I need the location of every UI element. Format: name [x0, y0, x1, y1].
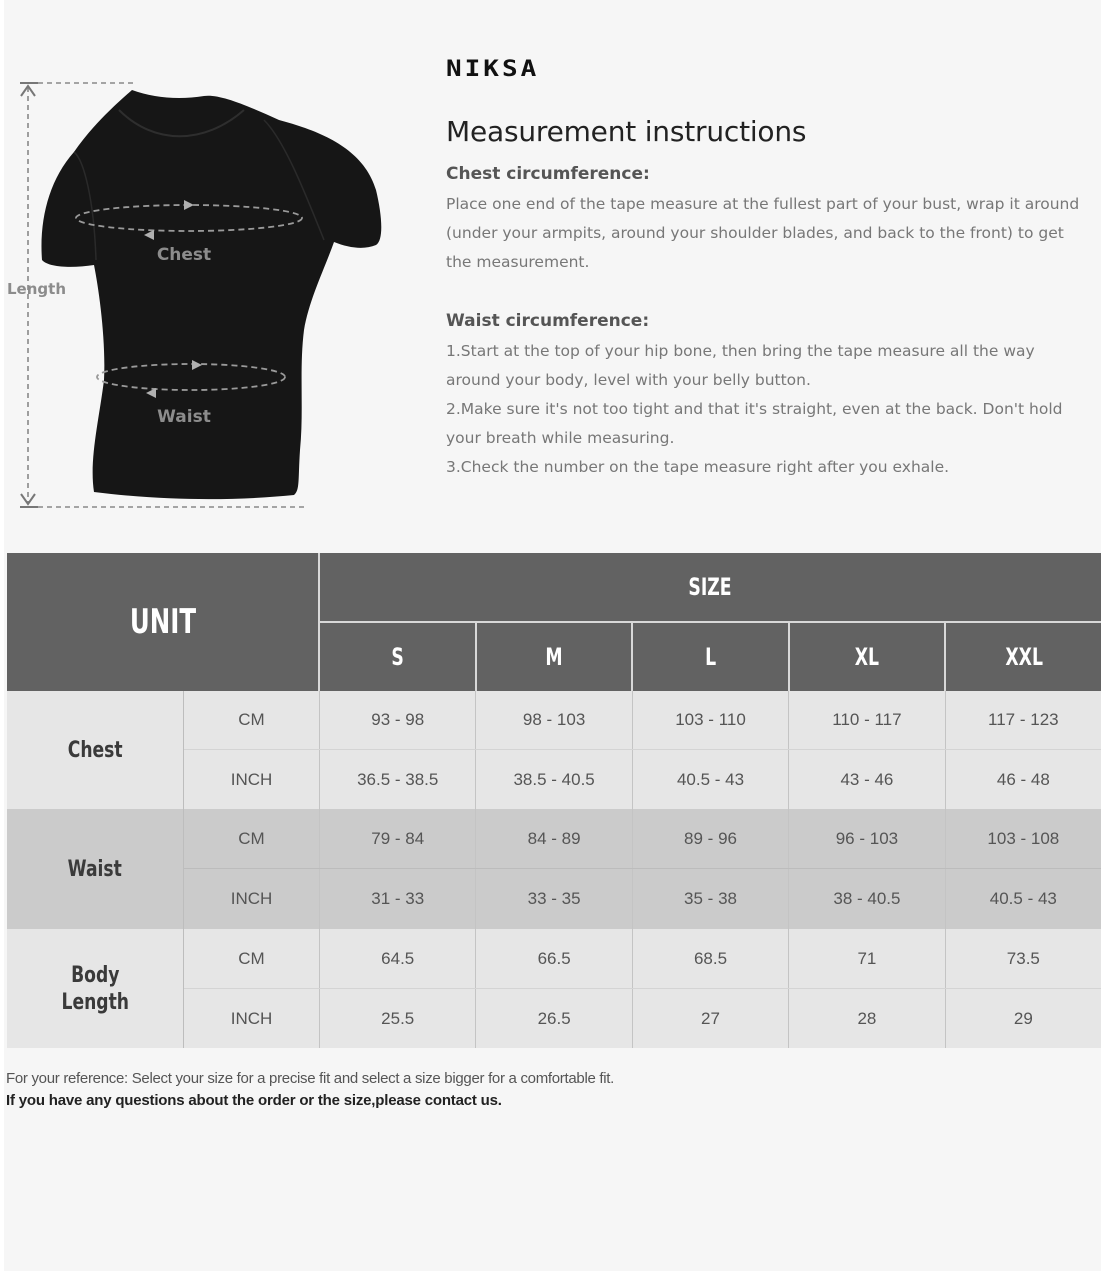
value-cell: 98 - 103 — [476, 691, 632, 749]
value-cell: 35 - 38 — [633, 869, 789, 929]
reference-note: For your reference: Select your size for a precise fit and select a size bigger for a comfortable fit. — [6, 1070, 615, 1087]
brand-logo: NIKSA — [446, 56, 540, 82]
chest-text: Place one end of the tape measure at the fullest part of your bust, wrap it around (under your armpits, around your shoulder blades, and back to the front) to get the measurement. — [446, 195, 1080, 271]
group-label-waist: Waist — [7, 809, 184, 929]
size-chart-table — [7, 553, 1101, 1048]
table-row — [184, 929, 1101, 989]
value-cell: 25.5 — [320, 989, 476, 1048]
waist-step-1: 1.Start at the top of your hip bone, then bring the tape measure all the way around your body, level with your belly button. — [446, 342, 1035, 389]
value-cell: 33 - 35 — [476, 869, 632, 929]
body-length-group — [7, 929, 1101, 1048]
contact-note: If you have any questions about the order or the size,please contact us. — [6, 1092, 502, 1109]
chest-group — [7, 691, 1101, 809]
value-cell: 43 - 46 — [789, 750, 945, 809]
value-cell: 26.5 — [476, 989, 632, 1048]
value-cell: 103 - 108 — [987, 828, 1060, 848]
waist-instructions — [446, 311, 1086, 482]
waist-step-2: 2.Make sure it's not too tight and that it's straight, even at the back. Don't hold your breath while measuring. — [446, 400, 1063, 447]
size-header: SIZE — [320, 553, 1101, 623]
value-cell: 110 - 117 — [789, 691, 945, 749]
size-columns — [320, 623, 1101, 691]
waist-heading: Waist circumference: — [446, 311, 650, 331]
table-row — [184, 691, 1101, 750]
unit-cell: INCH — [184, 869, 320, 929]
table-row — [184, 869, 1101, 929]
group-label-chest: Chest — [7, 691, 184, 809]
unit-cell: INCH — [184, 989, 320, 1048]
value-cell: 64.5 — [320, 929, 476, 988]
value-cell: 93 - 98 — [320, 691, 476, 749]
value-cell: 103 - 110 — [633, 691, 789, 749]
size-header-block — [320, 553, 1101, 691]
group-label-body-length: Body Length — [7, 929, 184, 1048]
waist-group — [7, 809, 1101, 929]
waist-step-3: 3.Check the number on the tape measure right after you exhale. — [446, 458, 950, 476]
footnotes — [6, 1070, 614, 1109]
value-cell: 96 - 103 — [789, 809, 945, 868]
value-cell: 89 - 96 — [633, 809, 789, 868]
unit-cell: CM — [184, 809, 320, 868]
unit-cell: INCH — [184, 750, 320, 809]
measurement-instructions — [446, 115, 1086, 482]
value-cell: 66.5 — [476, 929, 632, 988]
shirt-measurement-illustration — [4, 70, 404, 520]
length-label: Length — [7, 280, 66, 298]
value-cell: 28 — [789, 989, 945, 1048]
value-cell: 31 - 33 — [320, 869, 476, 929]
unit-cell: CM — [184, 691, 320, 749]
size-col-xl: XL — [790, 623, 947, 691]
size-col-l: L — [633, 623, 790, 691]
size-col-s: S — [320, 623, 477, 691]
value-cell: 73.5 — [1006, 948, 1040, 968]
value-cell: 71 — [789, 929, 945, 988]
value-cell: 36.5 - 38.5 — [320, 750, 476, 809]
value-cell: 117 - 123 — [988, 710, 1059, 729]
size-chart-page — [4, 0, 1101, 1271]
value-cell: 46 - 48 — [996, 769, 1050, 789]
waist-label: Waist — [157, 407, 211, 427]
unit-cell: CM — [184, 929, 320, 988]
value-cell: 68.5 — [633, 929, 789, 988]
instructions-title: Measurement instructions — [446, 115, 807, 148]
value-cell: 40.5 - 43 — [989, 889, 1057, 908]
table-row — [184, 989, 1101, 1048]
table-header — [7, 553, 1101, 691]
value-cell: 29 — [1013, 1008, 1033, 1028]
value-cell: 40.5 - 43 — [633, 750, 789, 809]
value-cell: 38 - 40.5 — [789, 869, 945, 929]
table-row — [184, 809, 1101, 869]
unit-header: UNIT — [7, 553, 320, 691]
table-row — [184, 750, 1101, 809]
value-cell: 27 — [633, 989, 789, 1048]
shirt-shape — [41, 90, 381, 499]
value-cell: 38.5 - 40.5 — [476, 750, 632, 809]
chest-heading: Chest circumference: — [446, 164, 650, 184]
size-col-m: M — [477, 623, 634, 691]
value-cell: 79 - 84 — [320, 809, 476, 868]
size-col-xxl: XXL — [946, 623, 1101, 691]
chest-label: Chest — [156, 245, 212, 265]
value-cell: 84 - 89 — [476, 809, 632, 868]
